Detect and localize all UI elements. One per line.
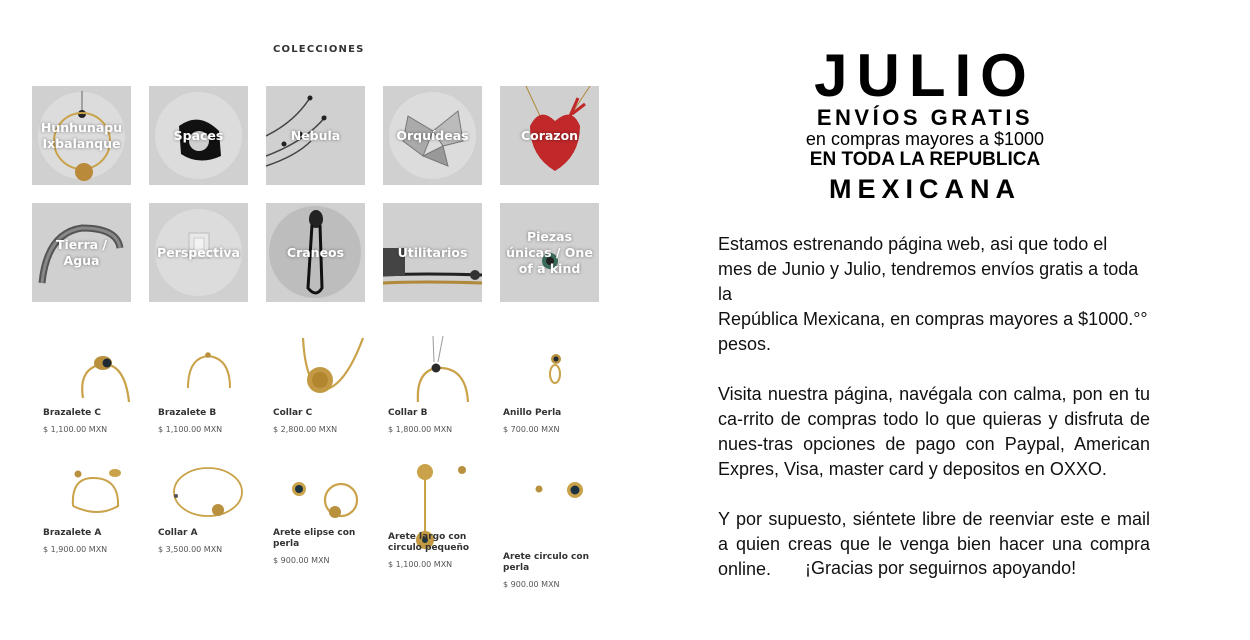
product-name[interactable]: Collar C (273, 408, 313, 418)
product-image (503, 336, 608, 406)
product-card[interactable] (503, 456, 613, 589)
message-body (718, 232, 1150, 607)
product-price: $ 1,100.00 MXN (388, 560, 453, 569)
product-image (388, 336, 493, 406)
collection-tile-perspectiva[interactable] (149, 203, 248, 302)
message-paragraph-2: Visita nuestra página, navégala con calma, pon en tu ca-rrito de compras todo lo que quieras y disfruta de nues-tras opciones de pago con Paypal, American Expres, Visa, master card y depositos en OXXO. (718, 384, 1150, 479)
product-image (158, 456, 263, 526)
product-name[interactable]: Collar A (158, 528, 198, 538)
product-card[interactable] (273, 456, 383, 565)
tile-label: Hunhunapu Ixbalanque (40, 119, 123, 151)
message-paragraph-1 (718, 232, 1150, 357)
collection-tile-hunhunapu[interactable] (32, 86, 131, 185)
product-price: $ 1,100.00 MXN (43, 425, 108, 434)
product-card[interactable] (273, 336, 383, 434)
product-image (158, 336, 263, 406)
product-image (273, 456, 378, 526)
product-card[interactable] (43, 336, 153, 434)
message-paragraph-3: Y por supuesto, siéntete libre de reenviar este e mail a quien creas que le venga bien hacer una compra online. (718, 509, 1150, 579)
product-card[interactable] (158, 336, 268, 434)
product-name[interactable]: Arete elipse con perla (273, 528, 356, 549)
product-name[interactable]: Brazalete C (43, 408, 102, 418)
product-card[interactable] (158, 456, 268, 554)
tile-label: Orquídeas (396, 127, 469, 143)
product-name[interactable]: Collar B (388, 408, 428, 418)
collection-tile-orquideas[interactable] (383, 86, 482, 185)
promo-nationwide: EN TODA LA REPUBLICA (809, 149, 1041, 170)
promo-free-shipping: ENVÍOS GRATIS (816, 105, 1034, 130)
collections-title: COLECCIONES (273, 44, 365, 55)
collection-tile-corazon[interactable] (500, 86, 599, 185)
product-price: $ 1,800.00 MXN (388, 425, 453, 434)
tile-label: Tierra / Agua (56, 236, 107, 268)
product-card[interactable] (503, 336, 613, 434)
product-image (273, 336, 378, 406)
product-price: $ 900.00 MXN (273, 556, 330, 565)
product-name[interactable]: Anillo Perla (503, 408, 562, 418)
product-card[interactable] (43, 456, 153, 554)
message-line: pesos. (718, 334, 772, 354)
thanks-message: ¡Gracias por seguirnos apoyando! (805, 558, 1077, 578)
message-line: República Mexicana, en compras mayores a $1000.°° (718, 309, 1148, 329)
promo-banner (790, 42, 1060, 206)
tile-label: Spaces (173, 127, 224, 143)
collection-tile-craneos[interactable] (266, 203, 365, 302)
product-price: $ 2,800.00 MXN (273, 425, 338, 434)
tile-label: Piezas únicas / One of a kind (506, 228, 593, 276)
collection-tile-utilitarios[interactable] (383, 203, 482, 302)
product-name[interactable]: Brazalete B (158, 408, 217, 418)
product-name[interactable]: Arete circulo con perla (503, 552, 589, 573)
message-line: mes de Junio y Julio, tendremos envíos gratis a toda la (718, 259, 1139, 304)
collection-tile-piezas-unicas[interactable] (500, 203, 599, 302)
tile-label: Corazon (520, 127, 579, 143)
product-price: $ 700.00 MXN (503, 425, 560, 434)
product-image (43, 456, 148, 526)
product-card[interactable] (388, 336, 498, 434)
product-card[interactable] (388, 456, 498, 569)
product-price: $ 3,500.00 MXN (158, 545, 223, 554)
promo-month: JULIO (814, 42, 1036, 109)
tile-label: Perspectiva (157, 244, 240, 260)
collection-tile-tierra-agua[interactable] (32, 203, 131, 302)
message-line: Estamos estrenando página web, asi que todo el (718, 234, 1108, 254)
tile-label: Craneos (286, 244, 345, 260)
product-name[interactable]: Arete largo con circulo pequeño (388, 532, 470, 553)
tile-label: Nebula (290, 127, 341, 143)
tile-label: Utilitarios (397, 244, 468, 260)
product-price: $ 900.00 MXN (503, 580, 560, 589)
collection-tile-spaces[interactable] (149, 86, 248, 185)
product-price: $ 1,100.00 MXN (158, 425, 223, 434)
product-name[interactable]: Brazalete A (43, 528, 102, 538)
product-price: $ 1,900.00 MXN (43, 545, 108, 554)
product-image (503, 456, 608, 526)
promo-country: MEXICANA (828, 174, 1021, 204)
product-image (43, 336, 148, 406)
collection-tile-nebula[interactable] (266, 86, 365, 185)
promo-min-purchase: en compras mayores a $1000 (805, 129, 1045, 149)
